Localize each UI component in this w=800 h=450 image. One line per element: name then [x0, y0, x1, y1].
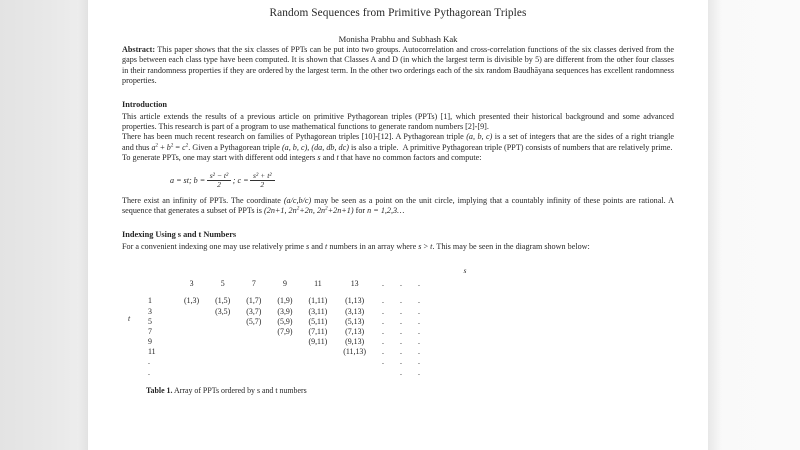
table-cell-empty: [207, 367, 238, 377]
intro-paragraph-4: There exist an infinity of PPTs. The coordinate (a/c,b/c) may be seen as a point on the unit circle, implying that a countably infinity of these points are rational. A sequence that generates a subset of PPTs is (2n+1, $2n^2+2n$, $2n^2+2n+1$) for n = 1,2,3…: [122, 195, 674, 216]
indexing-paragraph-1: For a convenient indexing one may use relatively prime s and t numbers in an array where s > t. This may be seen in the diagram shown below:: [122, 241, 590, 251]
table-cell-triple: .: [417, 357, 420, 367]
table-cell-empty: [176, 347, 207, 357]
table-cell-triple: .: [417, 296, 420, 306]
intro-paragraph-3: To generate PPTs, one may start with different odd integers s and t that have no common factors and compute:: [122, 153, 482, 163]
table-column-header: .: [382, 279, 384, 289]
equation-fraction-b-numerator: s² − t²: [207, 172, 232, 181]
table-cell-empty: [335, 357, 374, 367]
table-cell-triple: (1,5): [215, 296, 231, 306]
table-cell-triple: (3,11): [308, 306, 328, 316]
table-cell-empty: [176, 327, 207, 337]
table-row: [146, 306, 428, 316]
table-cell-triple: (1,7): [246, 296, 262, 306]
table-cell-empty: [269, 367, 300, 377]
table-cell-triple: (7,9): [277, 326, 293, 336]
abstract-paragraph: [122, 45, 674, 86]
table-cell-triple: .: [417, 326, 420, 336]
section-heading-indexing: Indexing Using s and t Numbers: [122, 230, 237, 240]
abstract-label: Abstract:: [122, 45, 156, 54]
table-row-header: 1: [148, 296, 152, 306]
page-content: [88, 0, 708, 396]
document-page: [88, 0, 708, 450]
table-cell-triple: .: [382, 337, 384, 347]
table-column-header: 9: [282, 279, 287, 289]
table-cell-triple: .: [417, 306, 420, 316]
table-row: [146, 357, 428, 367]
table-cell-triple: (5,7): [246, 316, 262, 326]
table-cell-triple: (9,13): [345, 337, 365, 347]
table-axis-label-t: t: [128, 314, 131, 324]
table-cell-triple: (3,5): [215, 306, 231, 316]
table-cell-triple: .: [382, 316, 384, 326]
table-cell-triple: .: [399, 326, 402, 336]
table-cell-empty: [207, 357, 238, 367]
table-row: [146, 337, 428, 347]
equation-fraction-c-denominator: 2: [260, 180, 265, 190]
table-cell-triple: .: [417, 316, 420, 326]
table-cell-triple: (1,11): [308, 296, 328, 306]
table-column-header: .: [399, 279, 402, 289]
table-row: [146, 296, 428, 306]
table-cell-empty: [207, 347, 238, 357]
ppt-array-table: [146, 279, 428, 377]
equation-lhs-b: b =: [193, 175, 206, 185]
table-cell-empty: [176, 306, 207, 316]
table-cell-empty: [207, 337, 238, 347]
ppt-table-body: [146, 279, 428, 377]
table-column-header: .: [417, 279, 420, 289]
table-column-header: 13: [350, 279, 359, 289]
table-row: [146, 327, 428, 337]
table-cell-empty: [238, 337, 269, 347]
table-row-header: 11: [148, 347, 156, 357]
table-cell-triple: .: [382, 347, 384, 357]
table-cell-empty: [176, 367, 207, 377]
table-row-header: 7: [148, 326, 152, 336]
table-cell-triple: .: [417, 347, 420, 357]
table-caption: [146, 386, 674, 396]
table-caption-label: Table 1.: [146, 385, 173, 395]
table-row: [146, 347, 428, 357]
table-cell-triple: .: [382, 306, 384, 316]
table-cell-triple: .: [399, 316, 402, 326]
table-cell-triple: .: [382, 326, 384, 336]
table-column-header: 7: [251, 279, 256, 289]
table-cell-triple: .: [399, 296, 402, 306]
table-cell-empty: [176, 337, 207, 347]
equation-lhs-a: a = st;: [170, 175, 192, 185]
table-cell-triple: (1,3): [184, 296, 200, 306]
ppt-table-block: [122, 266, 674, 395]
table-column-header: 3: [189, 279, 194, 289]
table-row: [146, 316, 428, 326]
table-cell-triple: .: [417, 337, 420, 347]
table-row-header: .: [148, 357, 150, 367]
table-cell-triple: .: [399, 337, 402, 347]
ppt-generation-equation: [122, 172, 674, 189]
table-cell-triple: .: [399, 347, 402, 357]
table-row-header: 5: [148, 316, 152, 326]
abstract-text: This paper shows that the six classes of PPTs can be put into two groups. Autocorrelation and cross-correlation functions of the six classes derived from the gaps between each class type have been computed. It is shown that Classes A and D (in which the largest term is divisible by 5) are different from the other four classes in their randomness properties if they are ordered by the largest term. In the other two orderings each of the six random Baudhāyana sequences has excellent randomness properties.: [122, 45, 674, 86]
table-cell-triple: .: [399, 367, 402, 377]
equation-fraction-b: [207, 172, 232, 189]
table-cell-empty: [238, 347, 269, 357]
table-cell-empty: [238, 367, 269, 377]
equation-lhs-c: ; c =: [232, 175, 249, 185]
table-cell-triple: .: [382, 357, 384, 367]
table-cell-triple: .: [399, 357, 402, 367]
table-axis-label-s: s: [463, 266, 467, 276]
table-cell-triple: (5,13): [345, 316, 365, 326]
table-cell-empty: [207, 327, 238, 337]
table-column-header: 5: [220, 279, 225, 289]
table-cell-empty: [301, 367, 336, 377]
table-cell-triple: (1,13): [345, 296, 365, 306]
table-cell-empty: [176, 316, 207, 326]
table-row-header: .: [148, 367, 150, 377]
table-header-row: [146, 279, 428, 296]
table-cell-triple: (5,9): [277, 316, 293, 326]
table-cell-triple: .: [382, 296, 384, 306]
table-cell-triple: (5,11): [308, 316, 328, 326]
section-heading-introduction: Introduction: [122, 100, 168, 110]
table-corner-cell: [146, 279, 176, 296]
table-caption-text: Array of PPTs ordered by s and t numbers: [172, 385, 307, 395]
table-cell-triple: (9,11): [308, 337, 328, 347]
equation-fraction-c-numerator: s² + t²: [250, 172, 275, 181]
table-cell-empty: [269, 357, 300, 367]
table-cell-empty: [207, 316, 238, 326]
table-cell-triple: (3,9): [277, 306, 293, 316]
table-cell-empty: [238, 327, 269, 337]
table-cell-empty: [238, 357, 269, 367]
table-cell-triple: (3,7): [246, 306, 262, 316]
table-cell-triple: .: [399, 306, 402, 316]
table-cell-triple: (1,9): [277, 296, 293, 306]
table-row-header: 3: [148, 306, 152, 316]
table-cell-triple: (7,13): [345, 326, 365, 336]
table-cell-empty: [176, 357, 207, 367]
equation-fraction-c: [250, 172, 275, 189]
table-row-header: 9: [148, 337, 152, 347]
page-title: Random Sequences from Primitive Pythagorean Triples: [269, 7, 527, 19]
table-cell-empty: [374, 367, 392, 377]
table-column-header: 11: [314, 279, 322, 289]
table-row: [146, 367, 428, 377]
intro-paragraph-1: This article extends the results of a previous article on primitive Pythagorean triples (PPTs) [1], which presented their historical background and some advanced properties. This research is part of a program to use mathematical functions to generate random numbers [2]-[9].: [122, 111, 674, 132]
intro-paragraph-2: There has been much recent research on families of Pythagorean triples [10]-[12]. A Pythagorean triple (a, b, c) is a set of integers that are the sides of a right triangle and thus $a^2 + b^2 = c^2$. Given a Pythagorean triple (a, b, c), (da, db, dc) is also a triple. A primitive Pythagorean triple (PPT) consists of numbers that are relatively prime.: [122, 132, 674, 152]
author-list: Monisha Prabhu and Subhash Kak: [338, 34, 458, 44]
equation-fraction-b-denominator: 2: [217, 180, 221, 190]
table-cell-triple: (11,13): [343, 347, 366, 357]
table-cell-empty: [269, 337, 300, 347]
table-cell-empty: [301, 347, 336, 357]
table-cell-empty: [301, 357, 336, 367]
table-cell-empty: [269, 347, 300, 357]
table-cell-empty: [335, 367, 374, 377]
table-cell-triple: (7,11): [308, 326, 328, 336]
table-cell-triple: (3,13): [345, 306, 365, 316]
table-cell-triple: .: [417, 367, 420, 377]
